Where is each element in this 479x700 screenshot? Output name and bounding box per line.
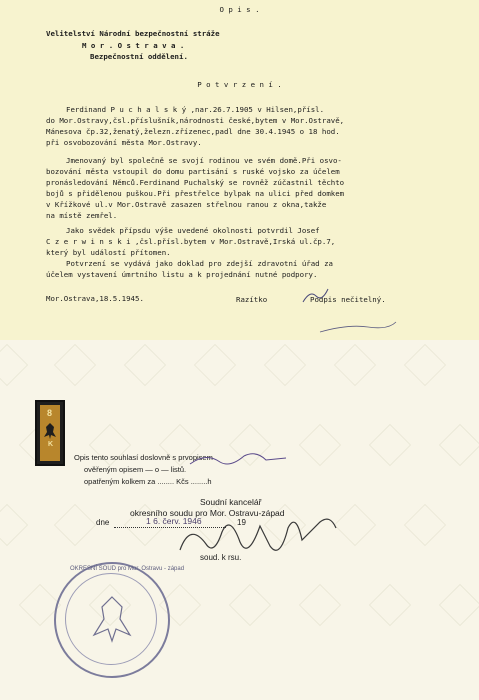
date-stamp: 1 6. červ. 1946: [146, 516, 202, 526]
paragraph-line: Jako svědek přípsdu výše uvedené okolnosti potvrdil Josef: [66, 226, 320, 235]
certification-line-3: opatřeným kolkem za ........ Kčs ........h: [84, 477, 212, 486]
header-line-1: Velitelství Národní bezpečnostní stráže: [46, 29, 220, 38]
signature-icon: [170, 502, 340, 562]
revenue-stamp-currency: K: [48, 441, 54, 448]
signature-label: Podpis nečitelný.: [310, 295, 386, 304]
header-line-2: M o r . O s t r a v a .: [82, 41, 185, 50]
paragraph-line: v Křížkové ul.v Mor.Ostravě zasazen střelnou ranou z okna,takže: [46, 200, 327, 209]
revenue-stamp-value: 8: [47, 408, 53, 418]
certification-line-1: Opis tento souhlasí doslovně s prvopisem: [74, 453, 213, 462]
paragraph-line: Potvrzení se vydává jako doklad pro zdejší zdravotní úřad za: [66, 259, 333, 268]
paragraph-line: C z e r w i n s k i ,čsl.přísl.bytem v Mor.Ostravě,Irská ul.čp.7,: [46, 237, 336, 246]
certification-line-2: ověřeným opisem — o — listů.: [84, 465, 187, 474]
handwritten-line-icon: [318, 318, 398, 336]
paragraph-line: na místě zemřel.: [46, 211, 118, 220]
paragraph-line: při osvobozování města Mor.Ostravy.: [46, 138, 202, 147]
court-name: okresního soudu pro Mor. Ostravu-západ: [130, 508, 285, 518]
paragraph-line: pronásledování Němců.Ferdinand Puchalský se rovněž zúčastnil těchto: [46, 178, 345, 187]
paragraph-line: Mánesova čp.32,ženatý,železn.zřízenec,padl dne 30.4.1945 o 18 hod.: [46, 127, 340, 136]
lion-emblem-icon: [90, 595, 134, 643]
paragraph-line: do Mor.Ostravy,čsl.příslušník,národnosti české,bytem v Mor.Ostravě,: [46, 116, 345, 125]
paragraph-line: bozování města vstoupil do domu partisání s ruské vojsko za účelem: [46, 167, 340, 176]
header-line-3: Bezpečnostní oddělení.: [90, 52, 188, 61]
paragraph-line: bojů s přidělenou puškou.Při přestřelce bylpak na ulici před domkem: [46, 189, 345, 198]
paragraph-line: Jmenovaný byl společně se svojí rodinou ve svém domě.Při osvo-: [66, 156, 342, 165]
typewritten-sheet: [0, 0, 479, 340]
court-seal: [54, 562, 185, 678]
document-heading: P o t v r z e n í .: [197, 80, 282, 89]
court-office-label: Soudní kancelář: [200, 497, 262, 507]
revenue-stamp: [35, 400, 65, 466]
copy-title: O p i s .: [219, 5, 260, 14]
date-prefix: dne: [96, 518, 110, 527]
stamp-label: Razítko: [236, 295, 268, 304]
paragraph-line: Ferdinand P u c h a l s k ý ,nar.26.7.1905 v Hilsen,přísl.: [66, 105, 325, 114]
paragraph-line: účelem vystavení úmrtního listu a k projednání nutné podpory.: [46, 270, 318, 279]
court-official: soud. k rsu.: [200, 553, 242, 562]
handwritten-mark-icon: [186, 450, 296, 470]
revenue-stamp-face: [40, 405, 60, 461]
lion-emblem-icon: [42, 422, 58, 440]
year-suffix: 19: [237, 518, 246, 527]
seal-text: OKRESNÍ SOUD pro Mor. Ostravu - západ: [70, 566, 185, 572]
handwritten-mark-icon: [300, 286, 330, 306]
paragraph-line: který byl událostí přítomen.: [46, 248, 171, 257]
place-date: Mor.Ostrava,18.5.1945.: [46, 294, 144, 303]
